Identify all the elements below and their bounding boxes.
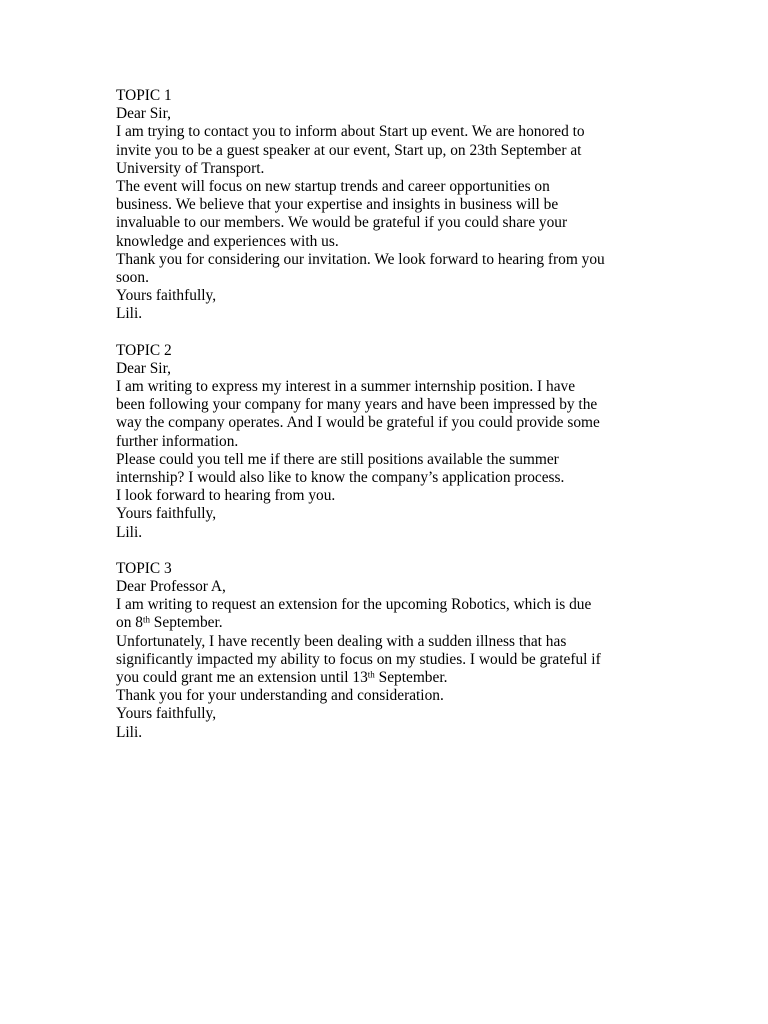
body-line: Please could you tell me if there are still positions available the summer xyxy=(116,450,559,468)
letter-topic-2 xyxy=(116,342,656,542)
closing: Yours faithfully, xyxy=(116,705,217,723)
body-line: way the company operates. And I would be grateful if you could provide some xyxy=(116,414,600,432)
greeting: Dear Sir, xyxy=(116,105,171,123)
body-line xyxy=(116,614,656,632)
topic-heading: TOPIC 1 xyxy=(116,87,172,104)
body-line: internship? I would also like to know the company’s application process. xyxy=(116,468,565,486)
body-line: The event will focus on new startup trends and career opportunities on xyxy=(116,177,550,195)
body-line: I am trying to contact you to inform about Start up event. We are honored to xyxy=(116,123,585,141)
signature: Lili. xyxy=(116,305,143,323)
body-line: I am writing to express my interest in a summer internship position. I have xyxy=(116,378,576,395)
signature: Lili. xyxy=(116,723,143,741)
body-line: University of Transport. xyxy=(116,159,265,177)
body-line: soon. xyxy=(116,268,149,286)
document-body xyxy=(116,87,656,742)
signature: Lili. xyxy=(116,523,143,541)
body-text: on 8 xyxy=(116,614,143,632)
closing: Yours faithfully, xyxy=(116,505,217,523)
body-line: further information. xyxy=(116,432,239,450)
closing: Yours faithfully, xyxy=(116,287,217,305)
ordinal-suffix: th xyxy=(367,669,375,680)
body-line: invite you to be a guest speaker at our event, Start up, on 23th September at xyxy=(116,141,582,159)
paragraph-spacer xyxy=(116,542,656,560)
topic-heading: TOPIC 3 xyxy=(116,559,172,577)
body-text: you could grant me an extension until 13 xyxy=(116,669,368,686)
body-line: invaluable to our members. We would be grateful if you could share your xyxy=(116,214,568,232)
body-text: September. xyxy=(374,669,448,686)
ordinal-suffix: th xyxy=(142,614,150,625)
letter-topic-1 xyxy=(116,87,656,323)
body-line: Thank you for your understanding and consideration. xyxy=(116,687,444,705)
greeting: Dear Professor A, xyxy=(116,578,226,596)
body-text: September. xyxy=(149,614,223,632)
topic-heading: TOPIC 2 xyxy=(116,341,172,359)
paragraph-spacer xyxy=(116,323,656,341)
body-line: knowledge and experiences with us. xyxy=(116,232,339,250)
letter-topic-3 xyxy=(116,560,656,742)
body-line: I look forward to hearing from you. xyxy=(116,487,336,505)
body-line: significantly impacted my ability to focus on my studies. I would be grateful if xyxy=(116,650,601,668)
greeting: Dear Sir, xyxy=(116,359,171,377)
body-line: I am writing to request an extension for the upcoming Robotics, which is due xyxy=(116,596,592,614)
body-line: Unfortunately, I have recently been dealing with a sudden illness that has xyxy=(116,632,567,650)
body-line: been following your company for many years and have been impressed by the xyxy=(116,396,598,414)
body-line xyxy=(116,669,656,687)
body-line: business. We believe that your expertise and insights in business will be xyxy=(116,196,559,214)
body-line: Thank you for considering our invitation. We look forward to hearing from you xyxy=(116,250,605,268)
